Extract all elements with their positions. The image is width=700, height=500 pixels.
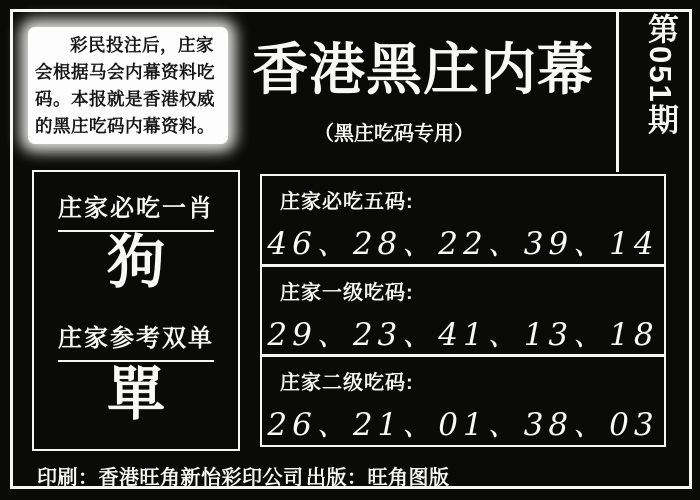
parity-character: 單 xyxy=(106,360,166,428)
footer-printer: 印刷：香港旺角新怡彩印公司 xyxy=(37,467,304,489)
numbers-row-label: 庄家二级吃码: xyxy=(280,372,414,395)
numbers-row-level-two xyxy=(262,354,664,445)
numbers-row-must-eat xyxy=(262,176,664,264)
parity-section-label: 庄家参考双单 xyxy=(58,318,214,362)
page-subtitle: （黑庄吃码专用） xyxy=(314,123,474,145)
numbers-panel xyxy=(260,174,666,447)
intro-glow-box xyxy=(28,27,228,144)
footer-publisher: 出版：旺角图版 xyxy=(306,467,450,489)
numbers-row-values: 46、28、22、39、14 xyxy=(267,226,659,262)
issue-column-divider xyxy=(616,12,619,172)
page-title: 香港黑庄内幕 xyxy=(252,38,594,101)
numbers-row-values: 26、21、01、38、03 xyxy=(267,407,659,444)
issue-number: 第051期 xyxy=(643,13,678,137)
numbers-row-values: 29、23、41、13、18 xyxy=(267,316,659,353)
intro-text: 彩民投注后，庄家会根据马会内幕资料吃码。本报就是香港权威的黑庄吃码内幕资料。 xyxy=(35,34,215,136)
zodiac-parity-panel xyxy=(32,170,240,451)
numbers-row-label: 庄家一级吃码: xyxy=(280,281,414,304)
numbers-row-label: 庄家必吃五码: xyxy=(280,191,414,213)
zodiac-section-label: 庄家必吃一肖 xyxy=(58,188,214,232)
zodiac-character: 狗 xyxy=(106,228,166,296)
numbers-row-level-one xyxy=(262,264,664,355)
